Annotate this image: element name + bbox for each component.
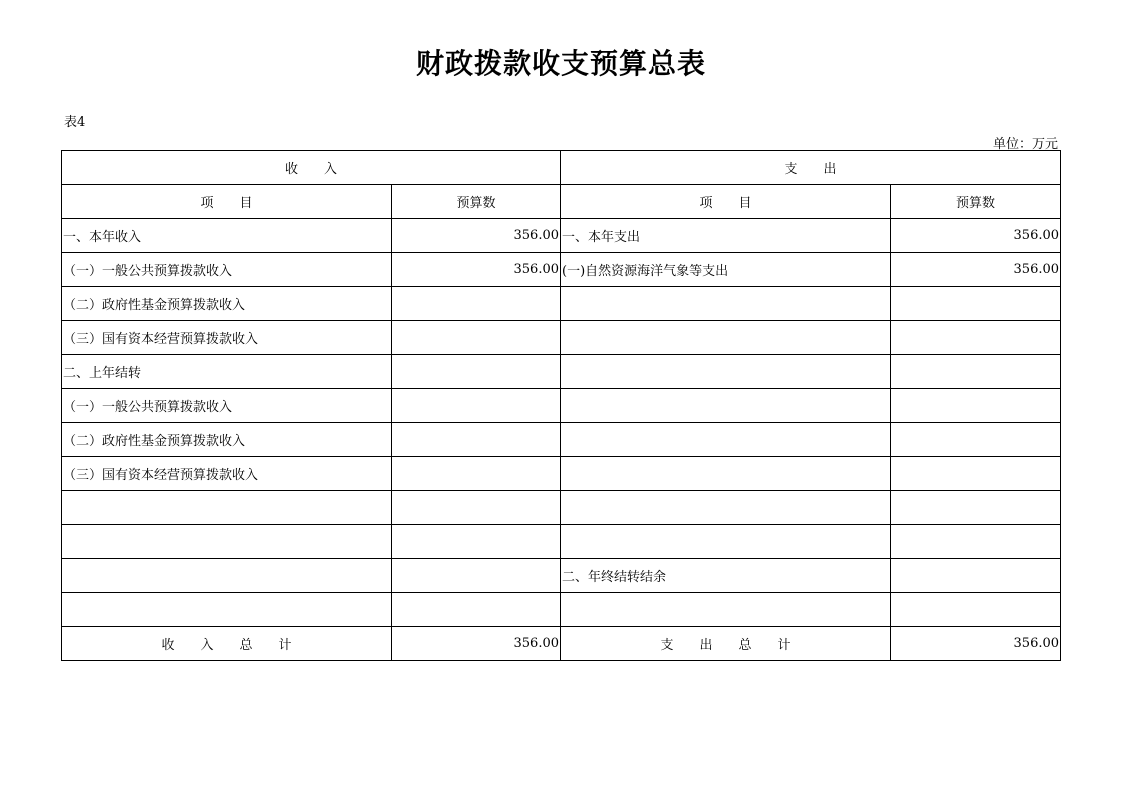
income-amount (392, 525, 561, 559)
section-header-row (62, 151, 1061, 185)
expense-amount (891, 525, 1061, 559)
expense-amount (891, 423, 1061, 457)
income-amount (392, 491, 561, 525)
income-item-header: 项 目 (62, 185, 392, 219)
budget-table (61, 150, 1061, 661)
expense-item: (一)自然资源海洋气象等支出 (561, 253, 891, 287)
table-row (62, 423, 1061, 457)
expense-amount (891, 287, 1061, 321)
income-amount (392, 559, 561, 593)
income-item: （一）一般公共预算拨款收入 (62, 253, 392, 287)
expense-item (561, 525, 891, 559)
income-item (62, 593, 392, 627)
table-row (62, 253, 1061, 287)
income-amount: 356.00 (392, 253, 561, 287)
expense-section-header: 支 出 (561, 151, 1061, 185)
income-item: 一、本年收入 (62, 219, 392, 253)
expense-item (561, 423, 891, 457)
income-item: （二）政府性基金预算拨款收入 (62, 287, 392, 321)
income-amount (392, 287, 561, 321)
income-item (62, 559, 392, 593)
expense-item (561, 287, 891, 321)
table-row (62, 457, 1061, 491)
expense-item (561, 321, 891, 355)
unit-label: 单位：万元 (992, 137, 1058, 152)
table-number: 表4 (64, 115, 86, 130)
income-item: 二、上年结转 (62, 355, 392, 389)
income-total-label: 收 入 总 计 (62, 627, 392, 661)
income-budget-header: 预算数 (392, 185, 561, 219)
table-row (62, 355, 1061, 389)
expense-item (561, 355, 891, 389)
expense-amount (891, 491, 1061, 525)
expense-item (561, 457, 891, 491)
expense-amount (891, 559, 1061, 593)
table-row (62, 559, 1061, 593)
expense-item-header: 项 目 (561, 185, 891, 219)
income-amount: 356.00 (392, 219, 561, 253)
table-row (62, 321, 1061, 355)
table-row (62, 287, 1061, 321)
expense-total-amount: 356.00 (891, 627, 1061, 661)
income-item: （三）国有资本经营预算拨款收入 (62, 457, 392, 491)
expense-item (561, 593, 891, 627)
income-total-amount: 356.00 (392, 627, 561, 661)
totals-row (62, 627, 1061, 661)
expense-item (561, 491, 891, 525)
expense-amount: 356.00 (891, 253, 1061, 287)
expense-amount (891, 389, 1061, 423)
expense-amount (891, 457, 1061, 491)
expense-item: 二、年终结转结余 (561, 559, 891, 593)
expense-item: 一、本年支出 (561, 219, 891, 253)
income-section-header: 收 入 (62, 151, 561, 185)
income-amount (392, 457, 561, 491)
column-header-row (62, 185, 1061, 219)
income-amount (392, 389, 561, 423)
expense-amount: 356.00 (891, 219, 1061, 253)
expense-amount (891, 355, 1061, 389)
table-row (62, 389, 1061, 423)
expense-budget-header: 预算数 (891, 185, 1061, 219)
income-amount (392, 355, 561, 389)
table-row (62, 593, 1061, 627)
income-amount (392, 423, 561, 457)
income-item (62, 525, 392, 559)
expense-total-label: 支 出 总 计 (561, 627, 891, 661)
table-row (62, 491, 1061, 525)
income-item: （一）一般公共预算拨款收入 (62, 389, 392, 423)
expense-amount (891, 321, 1061, 355)
table-row (62, 219, 1061, 253)
expense-item (561, 389, 891, 423)
page-title: 财政拨款收支预算总表 (415, 47, 706, 80)
income-amount (392, 593, 561, 627)
expense-amount (891, 593, 1061, 627)
income-item: （三）国有资本经营预算拨款收入 (62, 321, 392, 355)
table-row (62, 525, 1061, 559)
income-amount (392, 321, 561, 355)
income-item (62, 491, 392, 525)
income-item: （二）政府性基金预算拨款收入 (62, 423, 392, 457)
